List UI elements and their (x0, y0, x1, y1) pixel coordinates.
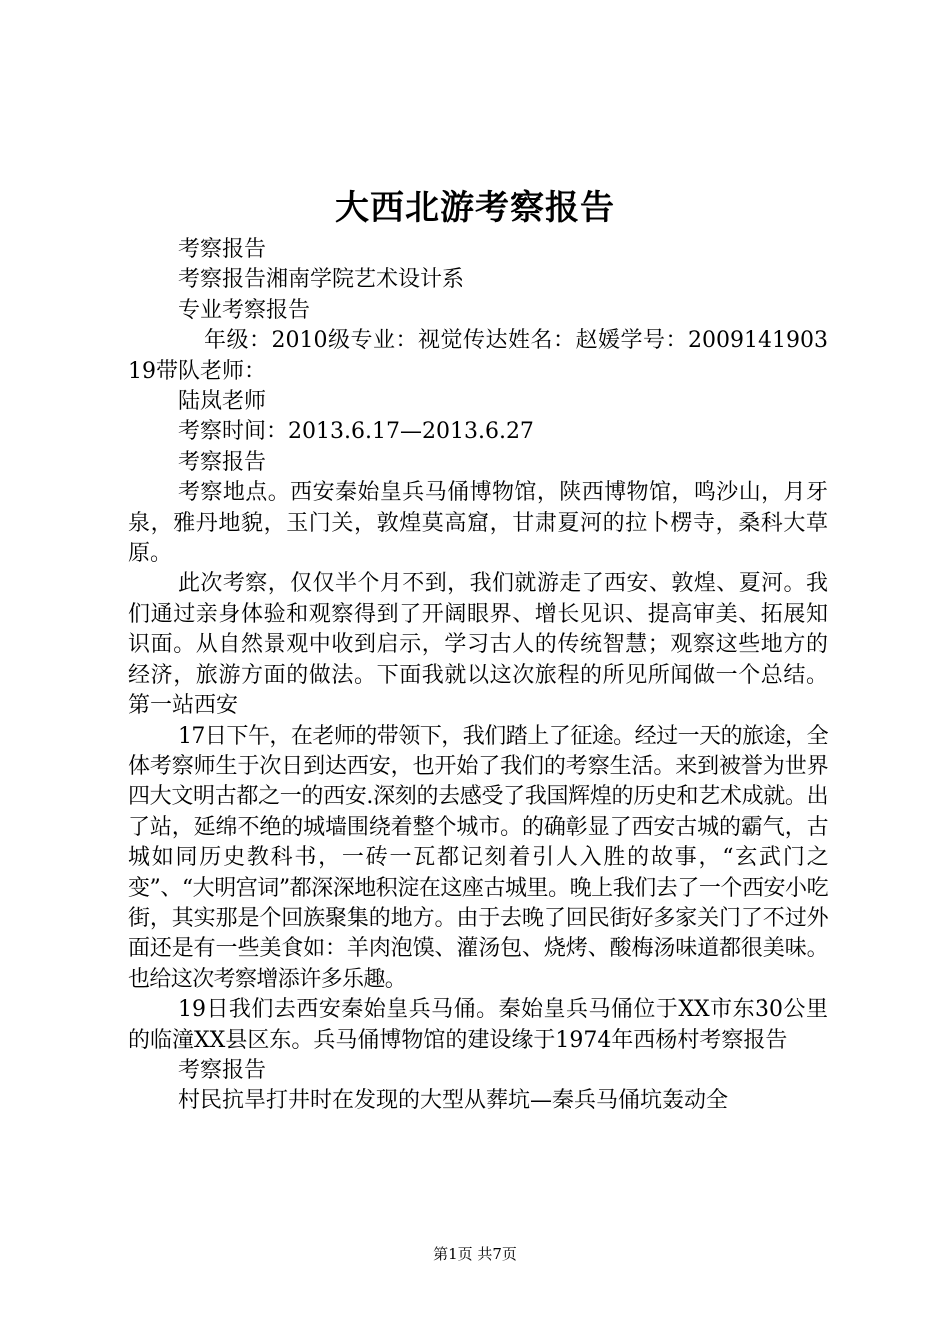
paragraph-report-label: 考察报告 (178, 449, 267, 475)
paragraph-student-info: 年级：2010级专业：视觉传达姓名：赵媛学号：200914190319带队老师： (128, 328, 828, 384)
paragraph-heading-report: 考察报告 (178, 237, 267, 262)
paragraph-terracotta-warriors: 19日我们去西安秦始皇兵马俑。秦始皇兵马俑位于XX市东30公里的临潼XX县区东。兵马俑博物馆的建设缘于1974年西杨村考察报告 (128, 997, 828, 1053)
paragraph-survey-time: 考察时间：2013.6.17—2013.6.27 (178, 419, 534, 445)
paragraph-professional-report: 专业考察报告 (178, 297, 311, 323)
paragraph-survey-locations: 考察地点。西安秦始皇兵马俑博物馆，陕西博物馆，鸣沙山，月牙泉，雅丹地貌，玉门关，敦煌莫高窟，甘肃夏河的拉卜楞寺，桑科大草原。 (128, 480, 828, 567)
paragraph-school-department: 考察报告湘南学院艺术设计系 (178, 267, 465, 293)
paragraph-xian-arrival: 17日下午，在老师的带领下，我们踏上了征途。经过一天的旅途，全体考察师生于次日到达西安，也开始了我们的考察生活。来到被誉为世界四大文明古都之一的西安.深刻的去感受了我国辉煌的历史和艺术成就。出了站，延绵不绝的城墙围绕着整个城市。的确彰显了西安古城的霸气，古城如同历史教科书，一砖一瓦都记刻着引人入胜的故事，“玄武门之变”、“大明宫词”都深深地积淀在这座古城里。晚上我们去了一个西安小吃街，其实那是个回族聚集的地方。由于去晚了回民街好多家关门了不过外面还是有一些美食如：羊肉泡馍、灌汤包、烧烤、酸梅汤味道都很美味。也给这次考察增添许多乐趣。 (128, 723, 828, 992)
paragraph-report-label-2: 考察报告 (178, 1057, 267, 1083)
paragraph-excavation: 村民抗旱打井时在发现的大型从葬坑—秦兵马俑坑轰动全 (178, 1088, 729, 1114)
document-body (128, 235, 828, 1117)
paragraph-teacher-name: 陆岚老师 (178, 389, 267, 415)
page-number-footer: 第1页 共7页 (433, 1245, 517, 1263)
document-title: 大西北游考察报告 (335, 188, 615, 228)
paragraph-trip-summary: 此次考察，仅仅半个月不到，我们就游走了西安、敦煌、夏河。我们通过亲身体验和观察得到了开阔眼界、增长见识、提高审美、拓展知识面。从自然景观中收到启示，学习古人的传统智慧；观察这些地方的经济，旅游方面的做法。下面我就以这次旅程的所见所闻做一个总结。第一站西安 (128, 571, 828, 719)
